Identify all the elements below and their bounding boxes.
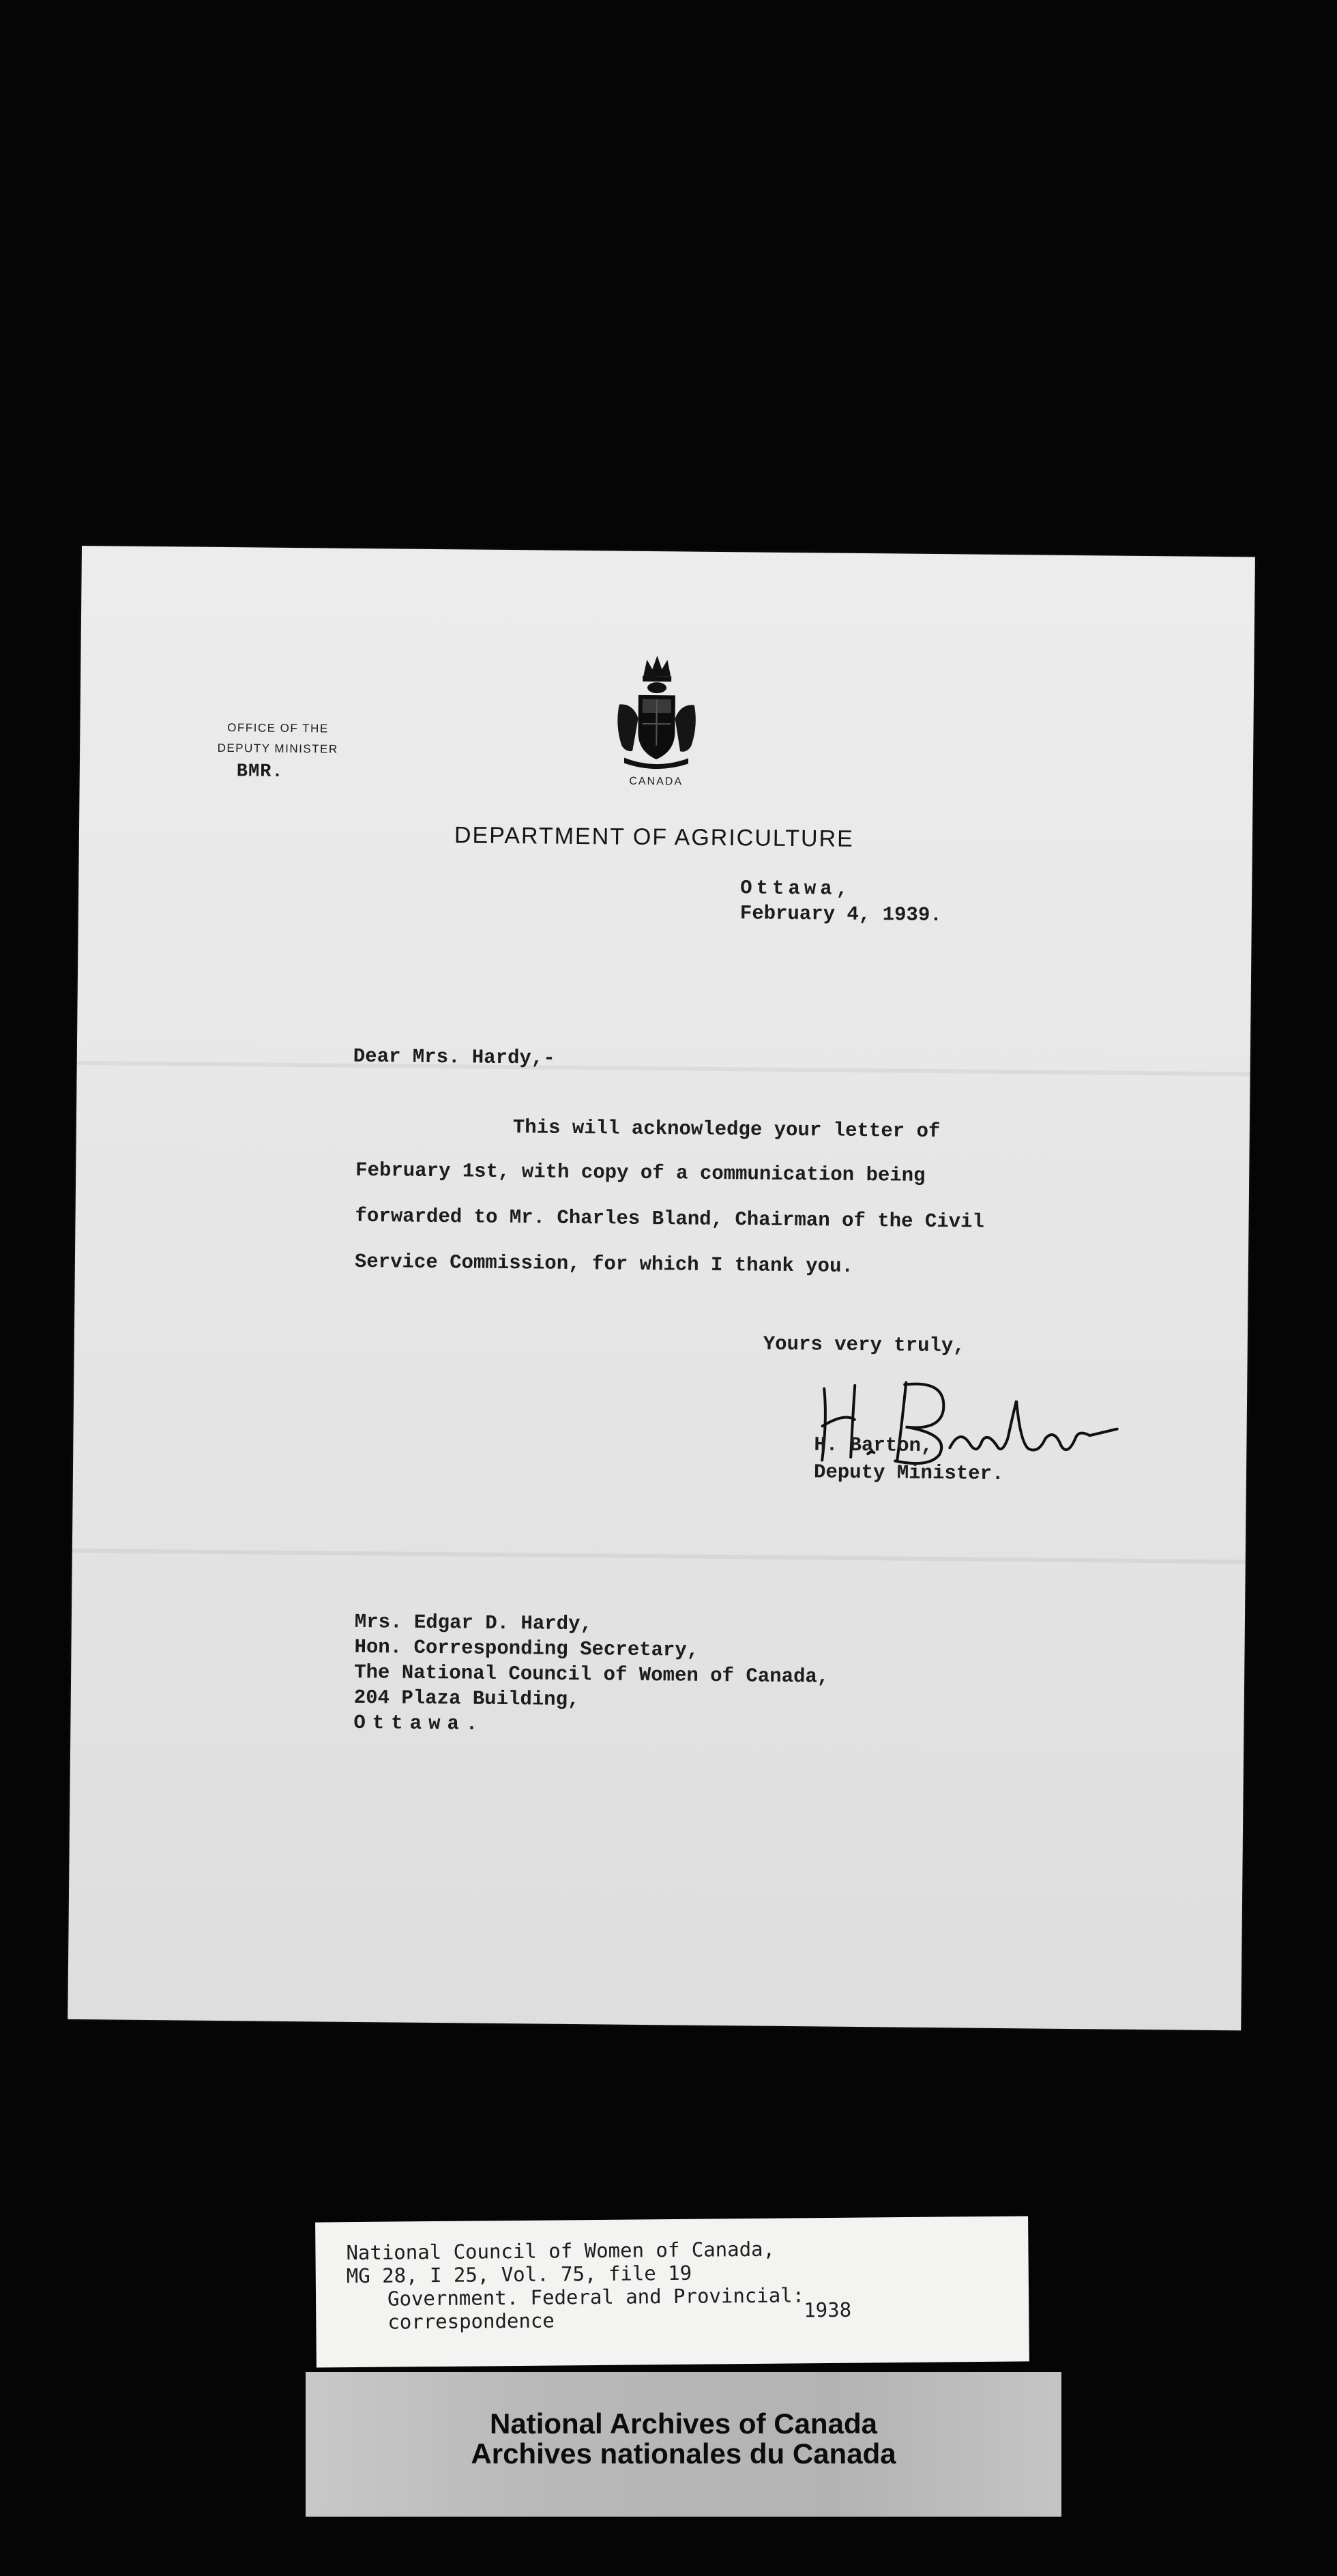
body-line: Service Commission, for which I thank you. [354, 1250, 853, 1278]
office-block [199, 718, 357, 783]
country-caption: CANADA [629, 775, 684, 788]
address-line: Ottawa. [353, 1711, 485, 1736]
banner-english: National Archives of Canada [490, 2407, 877, 2440]
coat-of-arms-icon [612, 649, 702, 773]
address-line: Mrs. Edgar D. Hardy, [354, 1610, 593, 1636]
letterhead-crest [608, 649, 705, 788]
signer-title: Deputy Minister. [813, 1461, 1004, 1486]
banner-french: Archives nationales du Canada [471, 2438, 896, 2470]
closing: Yours very truly, [763, 1332, 965, 1358]
reference-initials: BMR. [236, 761, 284, 782]
department-heading: DEPARTMENT OF AGRICULTURE [454, 822, 854, 852]
label-line: correspondence [387, 2309, 555, 2334]
office-line: DEPUTY MINISTER [217, 741, 338, 756]
address-line: Hon. Corresponding Secretary, [354, 1635, 699, 1662]
signer-name: H. Barton, [814, 1433, 933, 1458]
address-line: 204 Plaza Building, [353, 1686, 580, 1712]
archives-banner [306, 2372, 1061, 2517]
label-line: MG 28, I 25, Vol. 75, file 19 [346, 2261, 692, 2288]
salutation: Dear Mrs. Hardy,- [353, 1044, 555, 1070]
fold-line [77, 1061, 1250, 1077]
archive-reference-label [315, 2216, 1029, 2367]
label-line: Government. Federal and Provincial: [387, 2283, 805, 2311]
address-line: The National Council of Women of Canada, [354, 1660, 829, 1688]
body-line: This will acknowledge your letter of [512, 1116, 941, 1143]
letter-date: February 4, 1939. [739, 902, 942, 927]
fold-line [72, 1549, 1246, 1564]
recipient-address [353, 1609, 829, 1740]
label-line: National Council of Women of Canada, [346, 2237, 776, 2265]
body-line: forwarded to Mr. Charles Bland, Chairman of the Civil [355, 1204, 985, 1233]
office-line: OFFICE OF THE [227, 721, 329, 735]
letter-page [68, 546, 1255, 2030]
letter-place: Ottawa, [740, 877, 853, 901]
body-line: February 1st, with copy of a communication being [355, 1158, 926, 1187]
label-year: 1938 [804, 2298, 852, 2322]
